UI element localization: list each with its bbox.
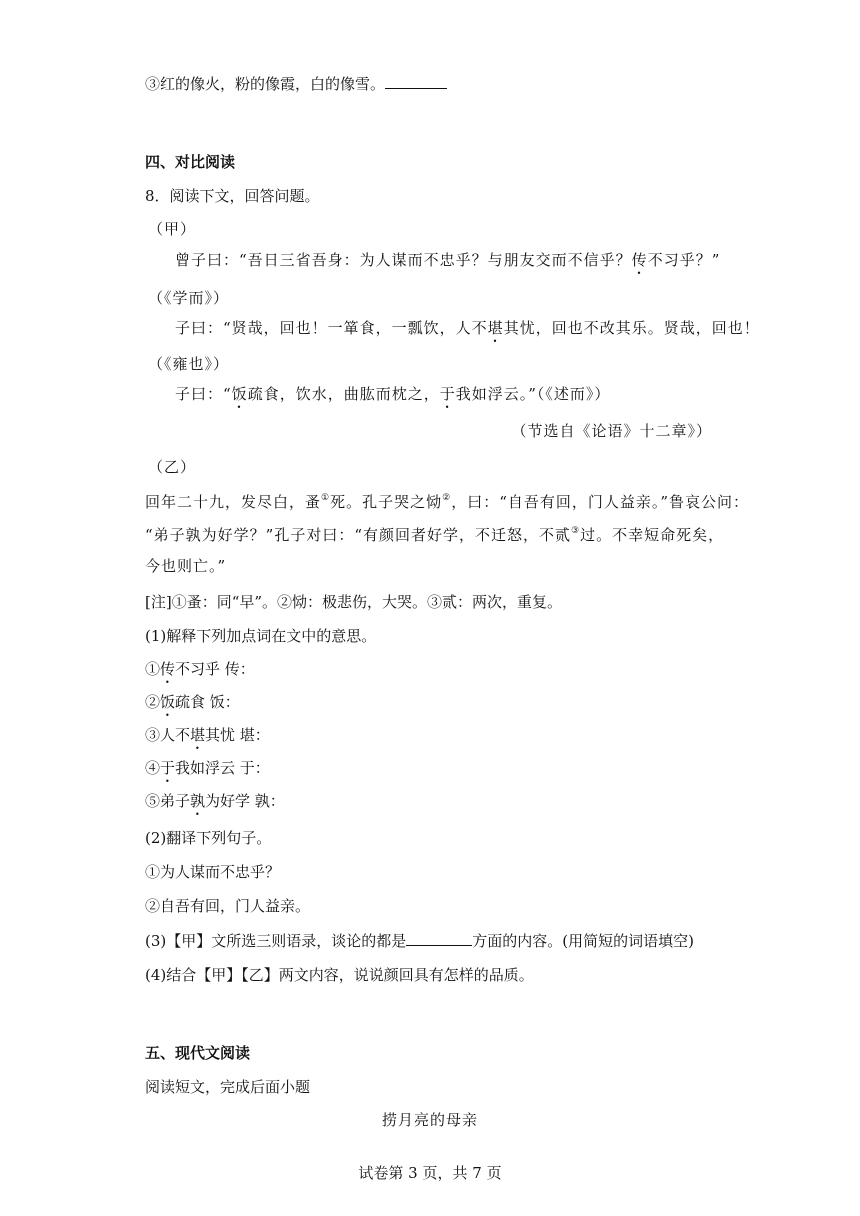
text: 回年二十九，发尽白，蚤 bbox=[145, 493, 322, 511]
sub1-item bbox=[145, 758, 270, 786]
text: “弟子孰为好学？”孔子对曰：“有颜回者好学，不迁怒，不贰 bbox=[145, 526, 572, 544]
sub2-item: ①为人谋而不忠乎？ bbox=[145, 863, 281, 881]
text: 不习乎？” bbox=[647, 251, 721, 269]
text: 其忧，回也不改其乐。贤哉，回也！ bbox=[503, 319, 760, 337]
sub-question-3 bbox=[145, 931, 694, 951]
sub-question-2: (2)翻译下列句子。 bbox=[145, 829, 272, 847]
text: ① bbox=[145, 660, 161, 678]
text: ④ bbox=[145, 759, 161, 777]
page-footer: 试卷第 3 页，共 7 页 bbox=[358, 1164, 502, 1182]
text: 其忧 堪： bbox=[205, 726, 270, 744]
footnote-mark: ② bbox=[442, 493, 452, 503]
passage-jia-source: （节选自《论语》十二章》） bbox=[511, 422, 712, 440]
dotted-word: 传 bbox=[631, 251, 648, 269]
dotted-word: 饭 bbox=[160, 693, 176, 711]
passage-yi-label: （乙） bbox=[148, 458, 197, 476]
footnote-mark: ③ bbox=[571, 526, 581, 536]
dotted-word: 于 bbox=[160, 759, 176, 777]
dotted-word: 堪 bbox=[190, 726, 206, 744]
passage-yi-line-1 bbox=[145, 488, 749, 512]
text: 为好学 孰： bbox=[205, 792, 285, 810]
article-title: 捞月亮的母亲 bbox=[381, 1111, 478, 1129]
sub1-item bbox=[145, 791, 285, 819]
dotted-word: 堪 bbox=[487, 319, 504, 337]
dotted-word: 于 bbox=[439, 385, 456, 403]
section-4-title: 四、对比阅读 bbox=[145, 153, 236, 171]
passage-jia-label: （甲） bbox=[148, 220, 197, 238]
passage-yi-line-2 bbox=[145, 521, 724, 545]
text: ⑤弟子 bbox=[145, 792, 191, 810]
dotted-word: 孰 bbox=[190, 792, 206, 810]
question-8-stem: 8．阅读下文，回答问题。 bbox=[145, 187, 320, 205]
text: 曾子曰：“吾日三省吾身：为人谋而不忠乎？与朋友交而不信乎？ bbox=[175, 251, 632, 269]
passage-jia-line-3 bbox=[175, 384, 610, 412]
sub1-item bbox=[145, 692, 240, 720]
text: 我如浮云。”（《述而》） bbox=[455, 385, 611, 403]
question-7-item-3 bbox=[145, 74, 447, 94]
item-number: ③ bbox=[145, 75, 161, 93]
text: 我如浮云 于： bbox=[175, 759, 270, 777]
text: 子曰：“贤哉，回也！一箪食，一瓢饮，人不 bbox=[175, 319, 488, 337]
text: ② bbox=[145, 693, 161, 711]
section-5-instruction: 阅读短文，完成后面小题 bbox=[145, 1078, 311, 1096]
answer-blank[interactable] bbox=[385, 74, 447, 89]
text: 方面的内容。(用简短的词语填空) bbox=[472, 932, 694, 950]
passage-yi-line-3: 今也则亡。” bbox=[145, 557, 227, 575]
source-xueer: （《学而》） bbox=[148, 289, 230, 307]
dotted-word: 传 bbox=[160, 660, 176, 678]
passage-jia-line-2 bbox=[175, 318, 760, 346]
annotation-note: [注]①蚤：同“早”。②恸：极悲伤，大哭。③贰：两次，重复。 bbox=[145, 593, 563, 611]
text: 子曰：“ bbox=[175, 385, 232, 403]
text: 不习乎 传： bbox=[175, 660, 255, 678]
source-yongye: （《雍也》） bbox=[148, 355, 230, 373]
sub1-item bbox=[145, 659, 255, 687]
text: (3)【甲】文所选三则语录，谈论的都是 bbox=[145, 932, 407, 950]
text: ③人不 bbox=[145, 726, 191, 744]
sub1-item bbox=[145, 725, 270, 753]
passage-jia-line-1 bbox=[175, 250, 720, 278]
sub2-item: ②自吾有回，门人益亲。 bbox=[145, 897, 311, 915]
section-5-title: 五、现代文阅读 bbox=[145, 1044, 251, 1062]
dotted-word: 饭 bbox=[231, 385, 248, 403]
text: 死。孔子哭之恸 bbox=[330, 493, 443, 511]
text: 过。不幸短命死矣， bbox=[580, 526, 725, 544]
item-text: 红的像火，粉的像霞，白的像雪。 bbox=[160, 75, 386, 93]
footnote-mark: ① bbox=[321, 493, 331, 503]
sub-question-1: (1)解释下列加点词在文中的意思。 bbox=[145, 627, 377, 645]
answer-blank[interactable] bbox=[406, 931, 472, 946]
text: 疏食 饭： bbox=[175, 693, 240, 711]
sub-question-4: (4)结合【甲】【乙】两文内容，说说颜回具有怎样的品质。 bbox=[145, 966, 534, 984]
text: 疏食，饮水，曲肱而枕之， bbox=[247, 385, 440, 403]
text: ，曰：“自吾有回，门人益亲。”鲁哀公问： bbox=[451, 493, 750, 511]
